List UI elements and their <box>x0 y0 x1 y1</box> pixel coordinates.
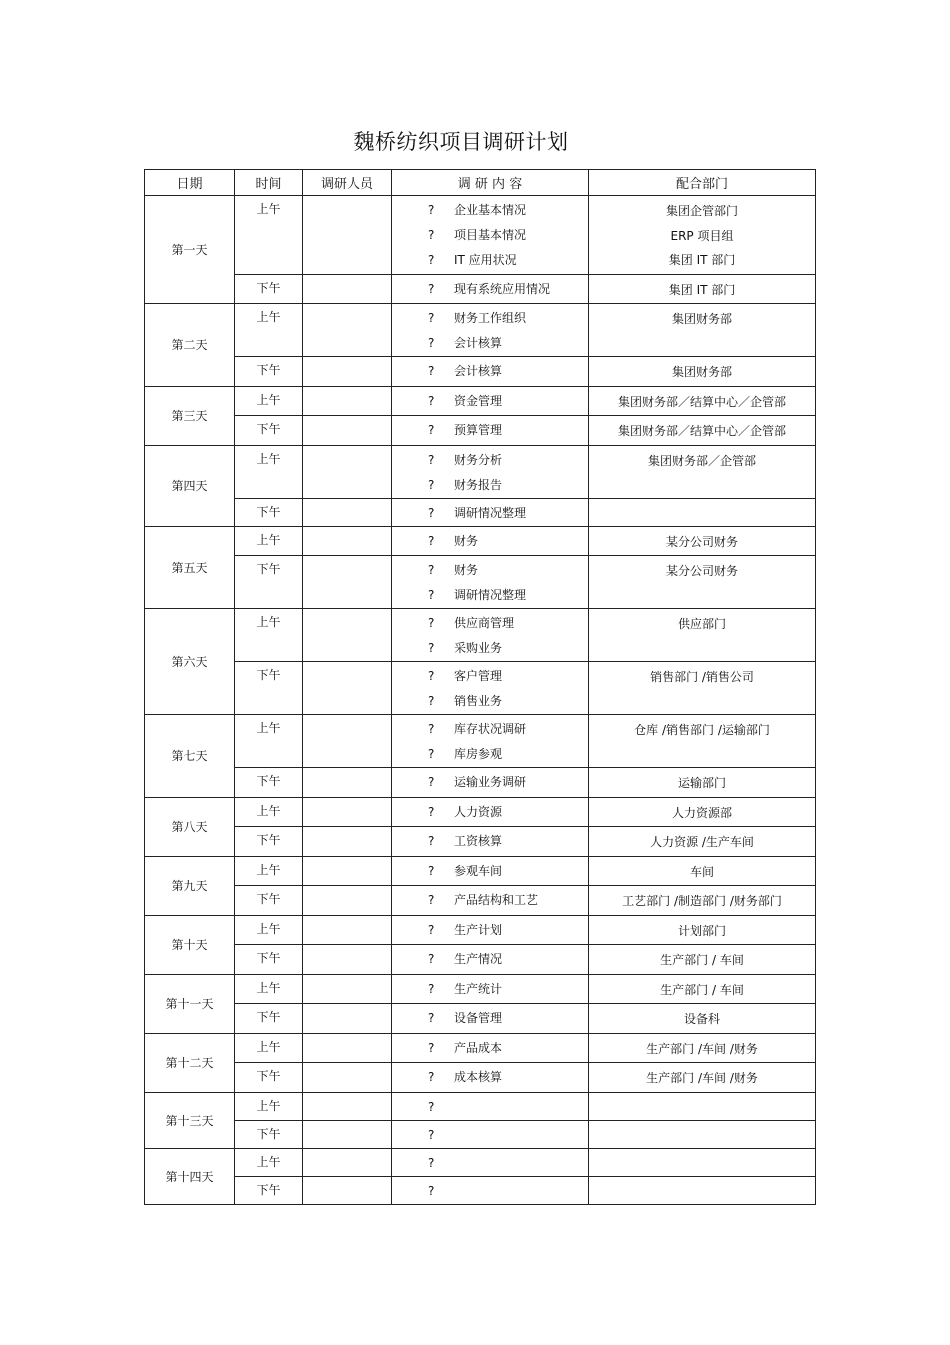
bullet-marker: ? <box>428 505 435 520</box>
time-slot: 上午 <box>235 974 303 1004</box>
content-item <box>428 859 588 884</box>
day-label: 第二天 <box>145 304 235 387</box>
table-row <box>145 357 816 387</box>
content-text: 成本核算 <box>454 1070 503 1084</box>
content-text: 库房参观 <box>454 747 503 761</box>
dept-text: 生产部门 / 车间 <box>660 953 744 967</box>
bullet-marker: ? <box>428 952 435 966</box>
content-cell <box>392 416 589 446</box>
content-item <box>428 1006 588 1031</box>
bullet-marker: ? <box>428 281 435 296</box>
content-item <box>428 770 588 795</box>
time-slot: 上午 <box>235 445 303 498</box>
dept-text: 生产部门 /车间 /财务 <box>646 1071 758 1085</box>
content-cell <box>392 797 589 827</box>
content-text: 销售业务 <box>454 694 503 708</box>
bullet-marker: ? <box>428 1040 435 1055</box>
table-row <box>145 416 816 446</box>
staff-cell <box>303 1033 392 1063</box>
staff-cell <box>303 1063 392 1093</box>
time-slot: 下午 <box>235 556 303 609</box>
staff-cell <box>303 1120 392 1148</box>
header-dept: 配合部门 <box>589 170 816 196</box>
research-plan-table <box>144 169 816 1205</box>
dept-text: 供应部门 <box>677 617 726 631</box>
day-label: 第十一天 <box>145 974 235 1033</box>
content-item <box>428 448 588 473</box>
staff-cell <box>303 609 392 662</box>
staff-cell <box>303 498 392 526</box>
staff-cell <box>303 357 392 387</box>
dept-cell <box>589 274 816 304</box>
table-row <box>145 1176 816 1204</box>
dept-text: 某分公司财务 <box>665 564 738 578</box>
time-slot: 上午 <box>235 715 303 768</box>
content-text: 项目基本情况 <box>454 228 527 242</box>
bullet-marker: ? <box>428 1127 435 1142</box>
content-text: 预算管理 <box>454 423 503 437</box>
content-cell <box>392 526 589 556</box>
bullet-marker: ? <box>428 694 435 708</box>
content-item <box>428 888 588 913</box>
bullet-marker: ? <box>428 616 435 630</box>
dept-cell <box>589 196 816 275</box>
bullet-marker: ? <box>428 311 435 325</box>
staff-cell <box>303 386 392 416</box>
table-row <box>145 827 816 857</box>
dept-cell <box>589 304 816 357</box>
bullet-marker: ? <box>428 364 435 378</box>
dept-cell <box>589 856 816 886</box>
time-slot: 上午 <box>235 797 303 827</box>
time-slot: 下午 <box>235 768 303 798</box>
content-item <box>428 689 588 714</box>
dept-text: ERP 项目组 <box>670 228 734 243</box>
dept-text: 集团财务部／结算中心／企管部 <box>617 424 786 438</box>
content-cell <box>392 1148 589 1176</box>
dept-text: 运输部门 <box>677 776 726 790</box>
header-row <box>145 170 816 196</box>
content-text: 资金管理 <box>454 393 503 408</box>
time-slot: 上午 <box>235 304 303 357</box>
content-cell <box>392 556 589 609</box>
content-item <box>428 947 588 972</box>
content-item <box>428 977 588 1002</box>
content-item <box>428 1179 588 1204</box>
table-row <box>145 498 816 526</box>
dept-text: 计划部门 <box>677 923 726 938</box>
staff-cell <box>303 662 392 715</box>
staff-cell <box>303 856 392 886</box>
staff-cell <box>303 974 392 1004</box>
bullet-marker: ? <box>428 1183 435 1198</box>
content-text: 客户管理 <box>454 669 503 683</box>
content-item <box>428 1095 588 1120</box>
dept-text: 生产部门 / 车间 <box>660 982 744 997</box>
content-cell <box>392 974 589 1004</box>
dept-cell <box>589 386 816 416</box>
day-label: 第十四天 <box>145 1148 235 1204</box>
content-item <box>428 1036 588 1061</box>
staff-cell <box>303 886 392 916</box>
time-slot: 上午 <box>235 386 303 416</box>
content-cell <box>392 915 589 945</box>
content-item <box>428 306 588 331</box>
staff-cell <box>303 1148 392 1176</box>
bullet-marker: ? <box>428 533 435 548</box>
content-item <box>428 359 588 384</box>
dept-cell <box>589 1176 816 1204</box>
dept-cell <box>589 1120 816 1148</box>
dept-text: 集团财务部／企管部 <box>647 453 756 468</box>
content-cell <box>392 1092 589 1120</box>
bullet-marker: ? <box>428 922 435 937</box>
content-text: 设备管理 <box>454 1011 503 1025</box>
time-slot: 下午 <box>235 1120 303 1148</box>
content-item <box>428 611 588 636</box>
dept-cell <box>589 915 816 945</box>
content-item <box>428 1151 588 1176</box>
dept-cell <box>589 445 816 498</box>
time-slot: 下午 <box>235 886 303 916</box>
content-text: 会计核算 <box>454 364 503 378</box>
time-slot: 上午 <box>235 526 303 556</box>
dept-text: 工艺部门 /制造部门 /财务部门 <box>622 894 782 908</box>
table-row <box>145 1092 816 1120</box>
table-row <box>145 1033 816 1063</box>
table-row <box>145 715 816 768</box>
content-cell <box>392 1033 589 1063</box>
table-row <box>145 304 816 357</box>
content-item <box>428 558 588 583</box>
header-staff: 调研人员 <box>303 170 392 196</box>
content-item <box>428 583 588 608</box>
content-text: 企业基本情况 <box>454 203 527 217</box>
content-text: 工资核算 <box>454 834 503 848</box>
content-item <box>428 389 588 414</box>
staff-cell <box>303 445 392 498</box>
dept-cell <box>589 556 816 609</box>
content-text: 财务分析 <box>454 452 503 467</box>
content-cell <box>392 498 589 526</box>
time-slot: 下午 <box>235 357 303 387</box>
time-slot: 下午 <box>235 498 303 526</box>
time-slot: 下午 <box>235 827 303 857</box>
dept-cell <box>589 797 816 827</box>
time-slot: 上午 <box>235 1148 303 1176</box>
bullet-marker: ? <box>428 588 435 602</box>
content-text: 调研情况整理 <box>454 505 527 520</box>
table-row <box>145 945 816 975</box>
dept-cell <box>589 609 816 662</box>
bullet-marker: ? <box>428 452 435 467</box>
dept-cell <box>589 1063 816 1093</box>
dept-cell <box>589 945 816 975</box>
header-content: 调 研 内 容 <box>392 170 589 196</box>
content-text: 调研情况整理 <box>454 588 527 602</box>
content-cell <box>392 662 589 715</box>
table-row <box>145 1063 816 1093</box>
day-label: 第五天 <box>145 526 235 609</box>
dept-text: 设备科 <box>683 1012 720 1026</box>
content-cell <box>392 1120 589 1148</box>
table-row <box>145 856 816 886</box>
bullet-marker: ? <box>428 1011 435 1025</box>
content-item <box>428 331 588 356</box>
content-text: 财务报告 <box>454 477 503 492</box>
content-text: 生产计划 <box>454 922 503 937</box>
content-item <box>428 1065 588 1090</box>
content-cell <box>392 945 589 975</box>
day-label: 第十二天 <box>145 1033 235 1092</box>
table-row <box>145 609 816 662</box>
content-text: IT 应用状况 <box>454 253 517 267</box>
bullet-marker: ? <box>428 669 435 683</box>
time-slot: 上午 <box>235 609 303 662</box>
content-cell <box>392 768 589 798</box>
table-row <box>145 768 816 798</box>
content-item <box>428 1123 588 1148</box>
staff-cell <box>303 274 392 304</box>
table-row <box>145 274 816 304</box>
content-cell <box>392 1004 589 1034</box>
content-item <box>428 418 588 443</box>
day-label: 第一天 <box>145 196 235 304</box>
content-item <box>428 248 588 273</box>
day-label: 第八天 <box>145 797 235 856</box>
time-slot: 下午 <box>235 1063 303 1093</box>
staff-cell <box>303 827 392 857</box>
content-item <box>428 223 588 248</box>
content-text: 供应商管理 <box>454 616 515 630</box>
staff-cell <box>303 915 392 945</box>
content-item <box>428 636 588 661</box>
content-cell <box>392 886 589 916</box>
bullet-marker: ? <box>428 893 435 907</box>
day-label: 第七天 <box>145 715 235 798</box>
content-item <box>428 829 588 854</box>
content-cell <box>392 386 589 416</box>
dept-cell <box>589 662 816 715</box>
plan-body <box>145 196 816 1205</box>
staff-cell <box>303 196 392 275</box>
content-cell <box>392 304 589 357</box>
dept-text: 销售部门 /销售公司 <box>650 670 754 684</box>
bullet-marker: ? <box>428 563 435 577</box>
content-item <box>428 800 588 825</box>
bullet-marker: ? <box>428 393 435 408</box>
bullet-marker: ? <box>428 863 435 878</box>
dept-text: 车间 <box>689 864 714 879</box>
header-time: 时间 <box>235 170 303 196</box>
table-row <box>145 915 816 945</box>
time-slot: 下午 <box>235 416 303 446</box>
table-row <box>145 1120 816 1148</box>
bullet-marker: ? <box>428 423 435 437</box>
dept-text: 人力资源部 <box>671 805 732 820</box>
staff-cell <box>303 715 392 768</box>
table-row <box>145 526 816 556</box>
dept-cell <box>589 1092 816 1120</box>
dept-text: 集团财务部／结算中心／企管部 <box>617 394 786 409</box>
table-row <box>145 662 816 715</box>
bullet-marker: ? <box>428 981 435 996</box>
content-item <box>428 529 588 554</box>
day-label: 第九天 <box>145 856 235 915</box>
dept-text: 生产部门 /车间 /财务 <box>646 1041 758 1056</box>
table-row <box>145 445 816 498</box>
time-slot: 上午 <box>235 915 303 945</box>
staff-cell <box>303 768 392 798</box>
dept-text: 集团 IT 部门 <box>668 253 736 267</box>
table-row <box>145 886 816 916</box>
dept-text: 集团企管部门 <box>665 204 738 218</box>
dept-cell <box>589 1033 816 1063</box>
content-item <box>428 742 588 767</box>
content-text: 财务 <box>454 563 479 577</box>
dept-cell <box>589 526 816 556</box>
bullet-marker: ? <box>428 1070 435 1084</box>
table-row <box>145 1004 816 1034</box>
content-text: 产品成本 <box>454 1040 503 1055</box>
content-item <box>428 277 588 302</box>
content-cell <box>392 196 589 275</box>
content-text: 参观车间 <box>454 863 503 878</box>
bullet-marker: ? <box>428 228 435 242</box>
time-slot: 下午 <box>235 1004 303 1034</box>
content-cell <box>392 609 589 662</box>
content-text: 运输业务调研 <box>454 775 527 789</box>
content-cell <box>392 715 589 768</box>
content-text: 生产情况 <box>454 952 503 966</box>
time-slot: 下午 <box>235 945 303 975</box>
dept-text: 集团财务部 <box>671 365 732 379</box>
bullet-marker: ? <box>428 253 435 267</box>
bullet-marker: ? <box>428 1155 435 1170</box>
dept-cell <box>589 1004 816 1034</box>
staff-cell <box>303 1176 392 1204</box>
content-item <box>428 198 588 223</box>
content-cell <box>392 1176 589 1204</box>
staff-cell <box>303 797 392 827</box>
staff-cell <box>303 416 392 446</box>
dept-cell <box>589 1148 816 1176</box>
time-slot: 上午 <box>235 1033 303 1063</box>
staff-cell <box>303 945 392 975</box>
content-item <box>428 501 588 526</box>
content-cell <box>392 274 589 304</box>
day-label: 第十三天 <box>145 1092 235 1148</box>
dept-cell <box>589 416 816 446</box>
content-cell <box>392 856 589 886</box>
bullet-marker: ? <box>428 834 435 848</box>
dept-text: 集团财务部 <box>671 312 732 326</box>
content-text: 人力资源 <box>454 804 503 819</box>
table-row <box>145 196 816 275</box>
dept-cell <box>589 974 816 1004</box>
content-cell <box>392 827 589 857</box>
staff-cell <box>303 556 392 609</box>
content-text: 产品结构和工艺 <box>454 893 539 907</box>
bullet-marker: ? <box>428 804 435 819</box>
staff-cell <box>303 1092 392 1120</box>
content-text: 库存状况调研 <box>454 722 527 736</box>
time-slot: 下午 <box>235 1176 303 1204</box>
content-item <box>428 664 588 689</box>
dept-cell <box>589 886 816 916</box>
time-slot: 下午 <box>235 662 303 715</box>
content-item <box>428 473 588 498</box>
bullet-marker: ? <box>428 641 435 655</box>
content-item <box>428 918 588 943</box>
dept-cell <box>589 498 816 526</box>
table-row <box>145 556 816 609</box>
day-label: 第十天 <box>145 915 235 974</box>
staff-cell <box>303 526 392 556</box>
table-row <box>145 974 816 1004</box>
bullet-marker: ? <box>428 722 435 736</box>
header-date: 日期 <box>145 170 235 196</box>
content-text: 生产统计 <box>454 981 503 996</box>
time-slot: 下午 <box>235 274 303 304</box>
content-text: 采购业务 <box>454 641 503 655</box>
content-text: 现有系统应用情况 <box>454 281 551 296</box>
table-row <box>145 386 816 416</box>
table-row <box>145 797 816 827</box>
dept-cell <box>589 768 816 798</box>
bullet-marker: ? <box>428 477 435 492</box>
staff-cell <box>303 304 392 357</box>
table-row <box>145 1148 816 1176</box>
bullet-marker: ? <box>428 775 435 789</box>
content-text: 财务工作组织 <box>454 311 527 325</box>
bullet-marker: ? <box>428 1099 435 1114</box>
content-cell <box>392 1063 589 1093</box>
content-text: 财务 <box>454 533 479 548</box>
day-label: 第四天 <box>145 445 235 526</box>
time-slot: 上午 <box>235 1092 303 1120</box>
content-cell <box>392 357 589 387</box>
staff-cell <box>303 1004 392 1034</box>
bullet-marker: ? <box>428 747 435 761</box>
content-item <box>428 717 588 742</box>
dept-text: 集团 IT 部门 <box>668 282 736 297</box>
bullet-marker: ? <box>428 203 435 217</box>
dept-cell <box>589 715 816 768</box>
dept-text: 仓库 /销售部门 /运输部门 <box>634 723 770 737</box>
document-title: 魏桥纺织项目调研计划 <box>353 130 569 154</box>
content-text: 会计核算 <box>454 336 503 350</box>
dept-text: 人力资源 /生产车间 <box>650 835 754 849</box>
day-label: 第三天 <box>145 386 235 445</box>
time-slot: 上午 <box>235 856 303 886</box>
dept-cell <box>589 827 816 857</box>
bullet-marker: ? <box>428 336 435 350</box>
day-label: 第六天 <box>145 609 235 715</box>
dept-text: 某分公司财务 <box>665 534 738 549</box>
time-slot: 上午 <box>235 196 303 275</box>
dept-cell <box>589 357 816 387</box>
content-cell <box>392 445 589 498</box>
